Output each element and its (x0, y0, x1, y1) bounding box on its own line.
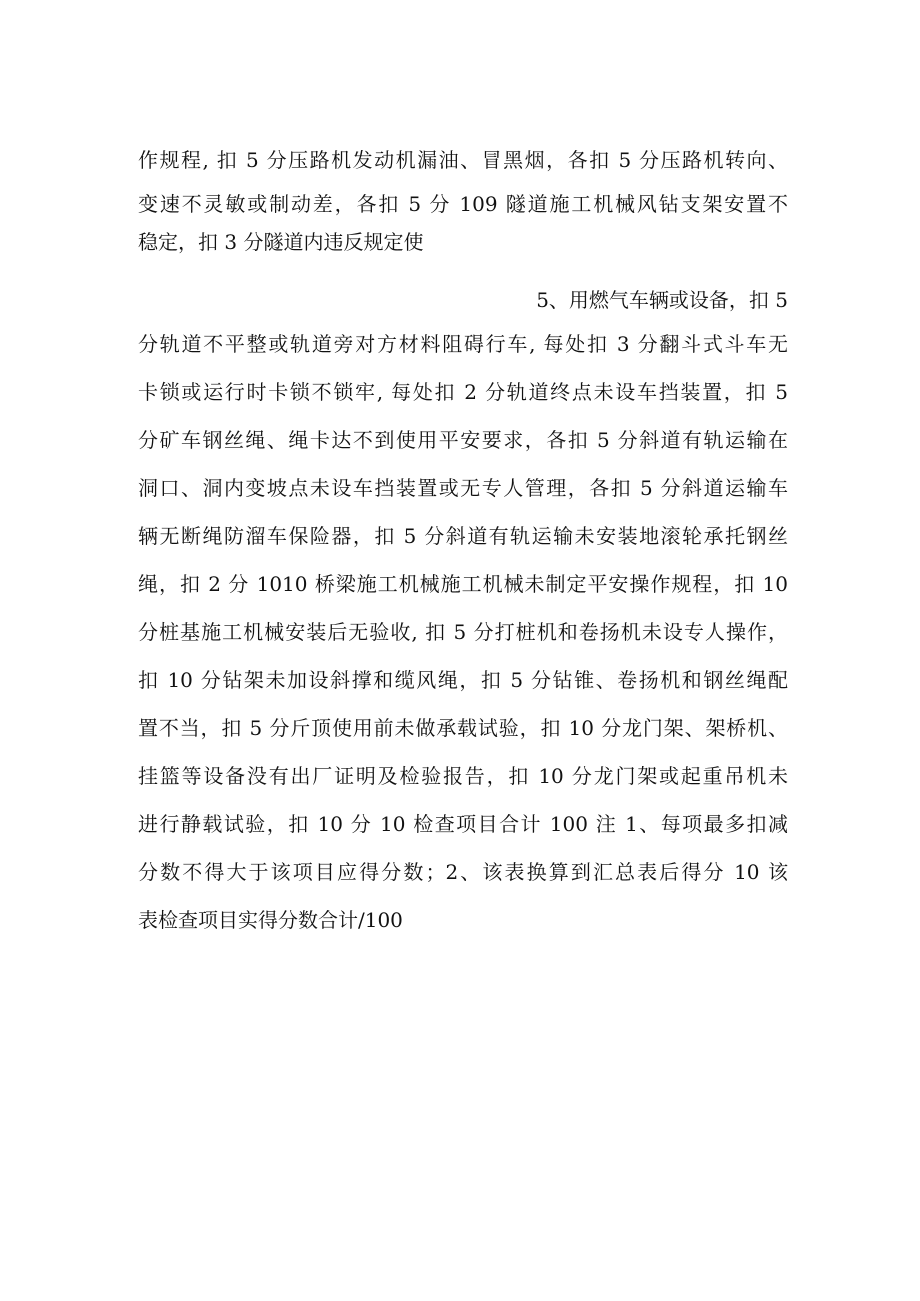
body-text (138, 136, 788, 944)
text-line-5: 分轨道不平整或轨道旁对方材料阻碍行车, 每处扣 3 分翻斗式斗车无 (138, 332, 788, 356)
text-line-14: 挂篮等设备没有出厂证明及检验报告，扣 10 分龙门架或起重吊机未 (138, 764, 788, 788)
text-line-3: 稳定，扣 3 分隧道内违反规定使 (138, 230, 424, 254)
text-line-9: 辆无断绳防溜车保险器，扣 5 分斜道有轨运输未安装地滚轮承托钢丝 (138, 524, 788, 548)
text-line-17: 表检查项目实得分数合计/100 (138, 908, 403, 932)
text-line-16: 分数不得大于该项目应得分数；2、该表换算到汇总表后得分 10 该 (138, 860, 788, 884)
text-line-6: 卡锁或运行时卡锁不锁牢, 每处扣 2 分轨道终点未设车挡装置，扣 5 (138, 380, 788, 404)
text-line-13: 置不当，扣 5 分斤顶使用前未做承载试验，扣 10 分龙门架、架桥机、 (138, 716, 788, 740)
text-line-12: 扣 10 分钻架未加设斜撑和缆风绳，扣 5 分钻锥、卷扬机和钢丝绳配 (138, 668, 788, 692)
text-line-11: 分桩基施工机械安装后无验收, 扣 5 分打桩机和卷扬机未设专人操作， (138, 620, 788, 644)
text-line-1: 作规程, 扣 5 分压路机发动机漏油、冒黑烟，各扣 5 分压路机转向、 (138, 148, 788, 172)
text-line-7: 分矿车钢丝绳、绳卡达不到使用平安要求，各扣 5 分斜道有轨运输在 (138, 428, 788, 452)
text-line-4: 5、用燃气车辆或设备，扣 5 (536, 288, 788, 312)
text-line-8: 洞口、洞内变坡点未设车挡装置或无专人管理，各扣 5 分斜道运输车 (138, 476, 788, 500)
text-line-2: 变速不灵敏或制动差，各扣 5 分 109 隧道施工机械风钻支架安置不 (138, 192, 788, 216)
text-line-15: 进行静载试验，扣 10 分 10 检查项目合计 100 注 1、每项最多扣减 (138, 812, 788, 836)
text-line-10: 绳，扣 2 分 1010 桥梁施工机械施工机械未制定平安操作规程，扣 10 (138, 572, 788, 596)
